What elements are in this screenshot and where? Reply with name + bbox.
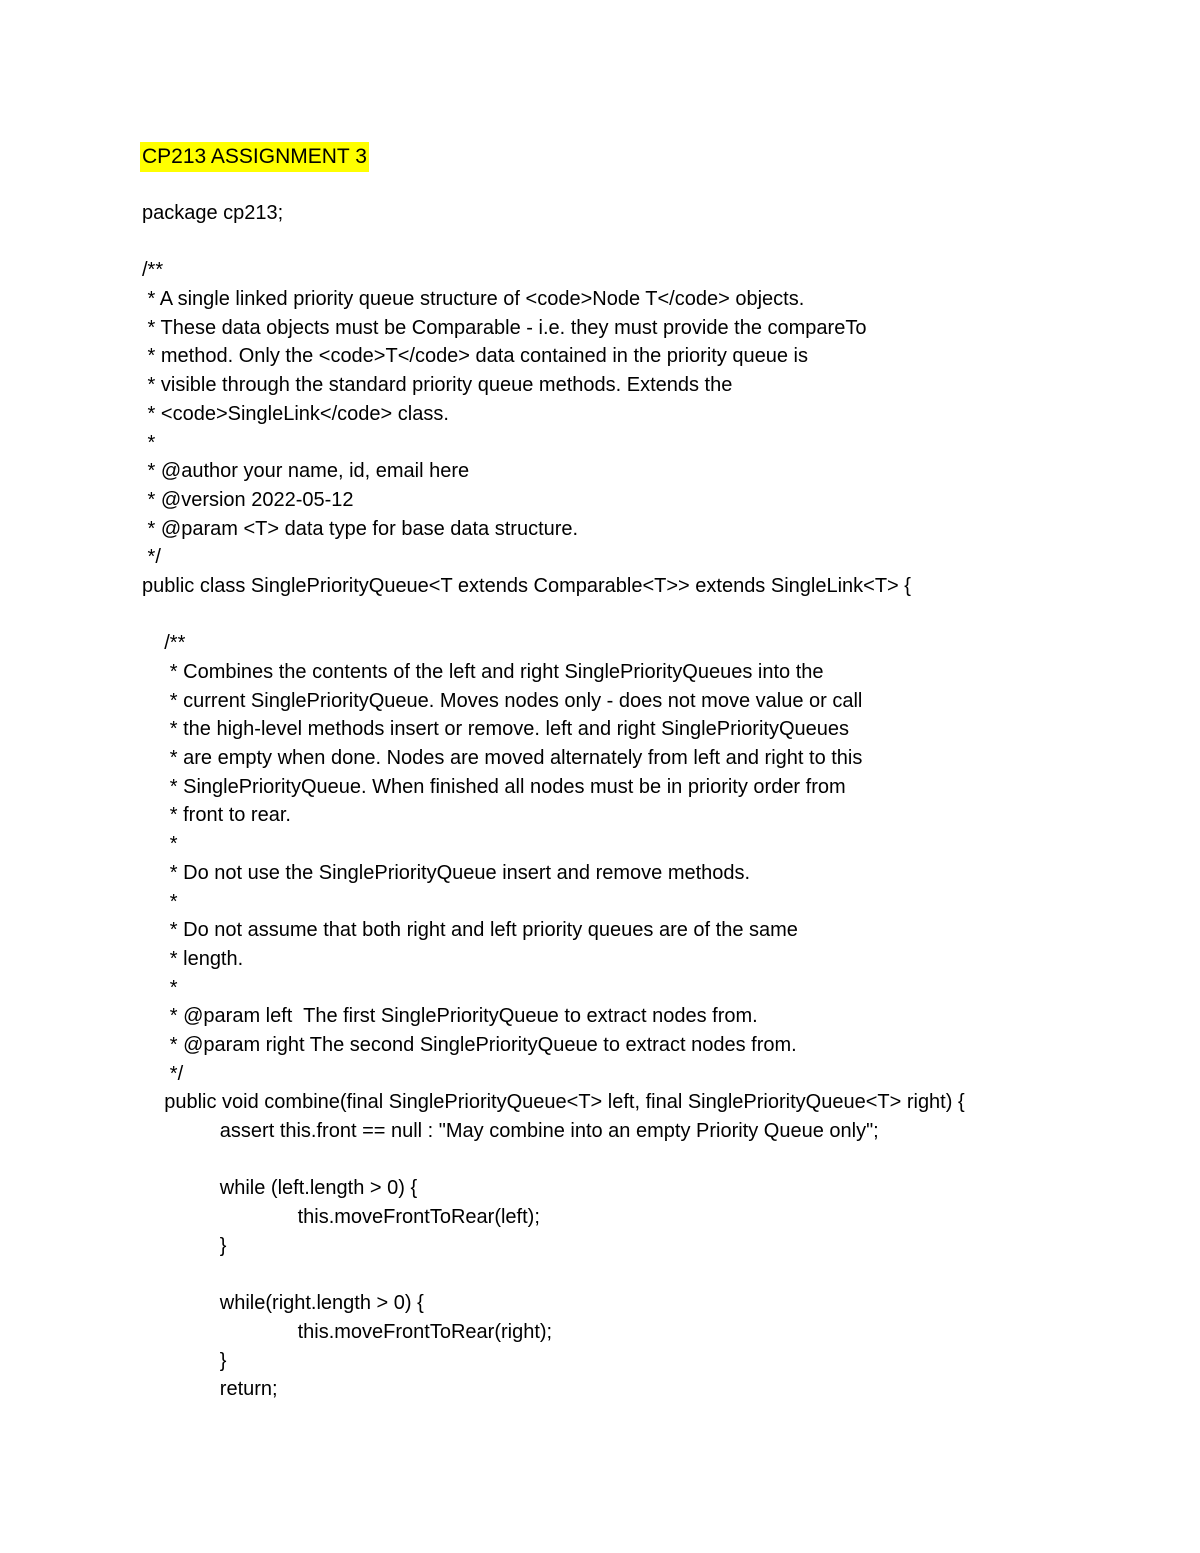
code-line: * [142, 833, 178, 856]
code-line: * @param <T> data type for base data structure. [142, 517, 579, 540]
code-line: * method. Only the <code>T</code> data contained in the priority queue is [142, 345, 808, 368]
code-line: * @version 2022-05-12 [142, 488, 354, 511]
code-line: return; [142, 1378, 278, 1401]
code-line: * [142, 976, 178, 999]
code-line: /** [142, 259, 164, 282]
code-line [142, 228, 965, 257]
code-line [142, 601, 965, 630]
code-line: * front to rear. [142, 804, 291, 827]
code-line [142, 1146, 965, 1175]
code-line: * A single linked priority queue structure of <code>Node T</code> objects. [142, 288, 805, 311]
code-line: * are empty when done. Nodes are moved alternately from left and right to this [142, 747, 863, 770]
code-line: * Combines the contents of the left and right SinglePriorityQueues into the [142, 661, 824, 683]
code-line: * Do not use the SinglePriorityQueue insert and remove methods. [142, 861, 751, 884]
code-line: * SinglePriorityQueue. When finished all nodes must be in priority order from [142, 775, 846, 798]
code-line: * Do not assume that both right and left priority queues are of the same [142, 919, 798, 942]
code-line: assert this.front == null : "May combine into an empty Priority Queue only"; [142, 1120, 879, 1142]
code-line: * the high-level methods insert or remove. left and right SinglePriorityQueues [142, 718, 850, 741]
code-line: public void combine(final SinglePriorityQueue<T> left, final SinglePriorityQueue<T> right) { [142, 1091, 965, 1114]
code-line: * length. [142, 947, 244, 970]
code-line: this.moveFrontToRear(left); [142, 1206, 540, 1229]
code-line: while(right.length > 0) { [142, 1292, 424, 1315]
document-title: CP213 ASSIGNMENT 3 [140, 142, 369, 172]
code-line: * [142, 431, 156, 454]
code-line: public class SinglePriorityQueue<T extends Comparable<T>> extends SingleLink<T> { [142, 574, 911, 597]
code-line: package cp213; [142, 202, 284, 224]
code-line: */ [142, 1062, 184, 1085]
code-line: * @param left The first SinglePriorityQueue to extract nodes from. [142, 1005, 758, 1028]
code-line: * @author your name, id, email here [142, 460, 470, 483]
code-line: * visible through the standard priority queue methods. Extends the [142, 374, 733, 397]
code-line: * These data objects must be Comparable - i.e. they must provide the compareTo [142, 316, 867, 339]
code-line: } [142, 1234, 227, 1257]
code-line: * @param right The second SinglePriorityQueue to extract nodes from. [142, 1033, 797, 1056]
code-line: } [142, 1349, 227, 1372]
code-line: /** [142, 632, 186, 655]
code-line: * <code>SingleLink</code> class. [142, 402, 449, 425]
code-line: this.moveFrontToRear(right); [142, 1320, 553, 1343]
code-line: while (left.length > 0) { [142, 1177, 418, 1200]
code-line: */ [142, 546, 161, 569]
code-line: * current SinglePriorityQueue. Moves nodes only - does not move value or call [142, 689, 863, 712]
code-line: * [142, 890, 178, 913]
code-line [142, 1260, 965, 1289]
code-listing [142, 199, 965, 1404]
